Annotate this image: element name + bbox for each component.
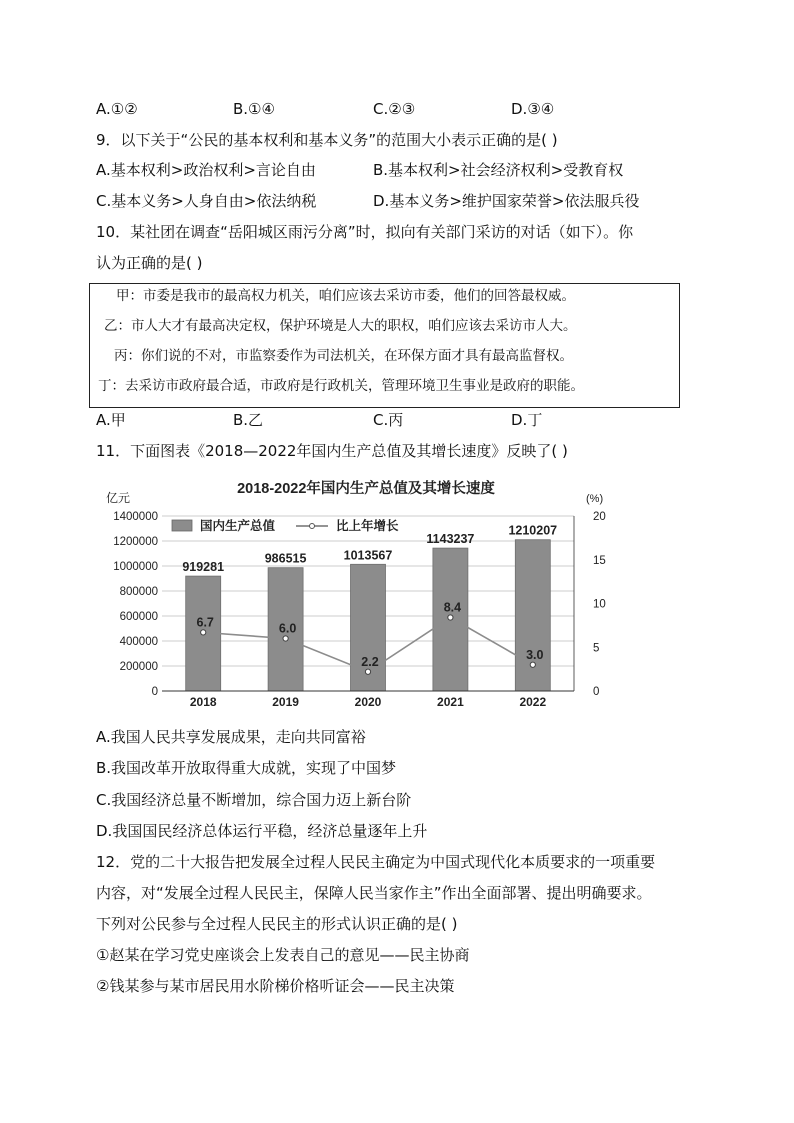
right-tick-label: 0	[593, 686, 600, 698]
q9-option-b: B.基本权利>社会经济权利>受教育权	[373, 161, 624, 179]
q10-stem-line2: 认为正确的是( )	[96, 254, 203, 272]
gdp-value-label: 1143237	[426, 532, 475, 547]
x-tick-label: 2018	[189, 695, 217, 709]
gdp-value-label: 986515	[264, 551, 307, 566]
q12-stem-line1: 12．党的二十大报告把发展全过程人民民主确定为中国式现代化本质要求的一项重要	[96, 853, 656, 871]
growth-point	[283, 636, 288, 641]
left-tick-label: 1000000	[113, 561, 158, 573]
right-tick-label: 20	[593, 511, 606, 523]
gdp-value-label: 1013567	[343, 548, 393, 563]
dialog-line-jia: 甲：市委是我市的最高权力机关，咱们应该去采访市委，他们的回答最权威。	[116, 288, 575, 304]
q12-stem-line2: 内容，对“发展全过程人民民主，保障人民当家作主”作出全面部署、提出明确要求。	[96, 884, 652, 902]
gdp-chart	[96, 474, 616, 714]
legend-marker-growth	[310, 524, 315, 529]
q9-option-c: C.基本义务>人身自由>依法纳税	[96, 192, 317, 210]
legend-swatch-gdp	[172, 520, 192, 531]
left-tick-label: 1400000	[113, 511, 158, 523]
left-tick-label: 0	[151, 686, 158, 698]
q9-stem: 9．以下关于“公民的基本权利和基本义务”的范围大小表示正确的是( )	[96, 131, 558, 149]
q10-option-b: B.乙	[233, 411, 264, 429]
growth-value-label: 2.2	[361, 654, 379, 669]
left-tick-label: 400000	[119, 636, 158, 648]
q11-option-c: C.我国经济总量不断增加，综合国力迈上新台阶	[96, 791, 412, 809]
q10-stem-line1: 10．某社团在调查“岳阳城区雨污分离”时，拟向有关部门采访的对话（如下）。你	[96, 223, 634, 241]
q12-stem-line3: 下列对公民参与全过程人民民主的形式认识正确的是( )	[96, 915, 458, 933]
gdp-bar	[515, 540, 550, 691]
right-tick-label: 15	[593, 554, 606, 567]
growth-value-label: 6.7	[196, 615, 214, 630]
q10-option-c: C.丙	[373, 411, 404, 429]
legend-label-gdp: 国内生产总值	[200, 519, 276, 533]
growth-point	[201, 630, 206, 635]
q8-option-a: A.①②	[96, 100, 138, 118]
q11-option-b: B.我国改革开放取得重大成就，实现了中国梦	[96, 759, 397, 777]
growth-point	[365, 669, 370, 674]
q11-option-d: D.我国国民经济总体运行平稳，经济总量逐年上升	[96, 822, 428, 840]
growth-point	[530, 662, 535, 667]
q8-option-d: D.③④	[511, 100, 555, 118]
x-tick-label: 2020	[354, 695, 382, 709]
growth-value-label: 3.0	[526, 647, 544, 662]
q10-option-a: A.甲	[96, 411, 126, 429]
left-axis-unit: 亿元	[106, 491, 131, 505]
x-tick-label: 2019	[272, 695, 299, 709]
x-tick-label: 2021	[437, 695, 464, 709]
left-tick-label: 600000	[119, 611, 158, 623]
gdp-value-label: 1210207	[508, 523, 558, 538]
right-tick-label: 10	[593, 598, 606, 611]
dialog-line-bing: 丙：你们说的不对，市监察委作为司法机关，在环保方面才具有最高监督权。	[114, 348, 573, 364]
left-tick-label: 1200000	[113, 536, 158, 548]
growth-value-label: 8.4	[443, 600, 462, 615]
left-tick-label: 200000	[119, 661, 158, 673]
growth-value-label: 6.0	[278, 621, 297, 636]
q8-option-c: C.②③	[373, 100, 416, 118]
q11-stem: 11．下面图表《2018—2022年国内生产总值及其增长速度》反映了( )	[96, 442, 568, 460]
gdp-value-label: 919281	[182, 560, 225, 575]
q10-option-d: D.丁	[511, 411, 543, 429]
q9-option-a: A.基本权利>政治权利>言论自由	[96, 161, 316, 179]
q9-option-d: D.基本义务>维护国家荣誉>依法服兵役	[373, 192, 640, 210]
q8-option-b: B.①④	[233, 100, 275, 118]
dialog-line-yi: 乙：市人大才有最高决定权，保护环境是人大的职权，咱们应该去采访市人大。	[104, 318, 577, 334]
growth-point	[448, 615, 453, 620]
dialog-line-ding: 丁：去采访市政府最合适，市政府是行政机关，管理环境卫生事业是政府的职能。	[98, 378, 584, 394]
q12-item-2: ②钱某参与某市居民用水阶梯价格听证会——民主决策	[96, 977, 455, 995]
chart-title: 2018-2022年国内生产总值及其增长速度	[237, 481, 495, 497]
right-tick-label: 5	[593, 642, 600, 655]
x-tick-label: 2022	[519, 695, 547, 709]
left-tick-label: 800000	[119, 586, 158, 598]
q11-option-a: A.我国人民共享发展成果，走向共同富裕	[96, 728, 366, 746]
q12-item-1: ①赵某在学习党史座谈会上发表自己的意见——民主协商	[96, 946, 470, 964]
legend-label-growth: 比上年增长	[336, 519, 399, 533]
right-axis-unit: (%)	[586, 493, 604, 505]
